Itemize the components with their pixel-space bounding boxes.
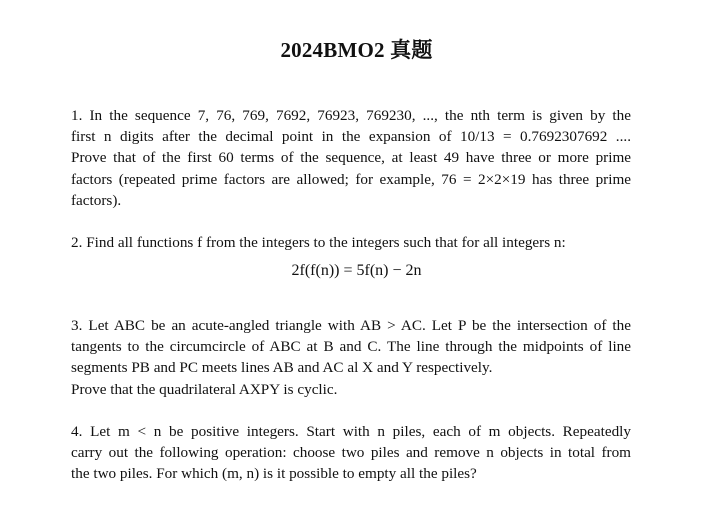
problem-4 [71,421,631,485]
problem-1-line-3: Prove that of the first 60 terms of the sequence, at least 49 have three or more prime [71,149,631,167]
problem-4-line-2: carry out the following operation: choose two piles and remove n objects in total from [71,444,631,462]
problem-1-line-1: 1. In the sequence 7, 76, 769, 7692, 76923, 769230, ..., the nth term is given by the [71,107,631,124]
problem-3 [71,315,631,400]
problem-2-line-1: 2. Find all functions f from the integers to the integers such that for all integers n: [71,234,566,251]
problem-1 [71,105,631,211]
problem-4-line-3: the two piles. For which (m, n) is it possible to empty all the piles? [71,465,477,483]
document-title [0,34,713,64]
problem-3-line-3: segments PB and PC meets lines AB and AC al X and Y respectively. [71,359,493,377]
problem-4-line-1: 4. Let m < n be positive integers. Start with n piles, each of m objects. Repeatedly [71,423,631,440]
problem-3-line-4: Prove that the quadrilateral AXPY is cyclic. [71,380,338,398]
problem-3-line-1: 3. Let ABC be an acute-angled triangle with AB > AC. Let P be the intersection of the [71,317,631,334]
problem-2-formula: 2f(f(n)) = 5f(n) − 2n [291,262,422,279]
problem-1-line-5: factors). [71,191,122,209]
problem-1-line-4: factors (repeated prime factors are allowed; for example, 76 = 2×2×19 has three prime [71,170,631,188]
problem-2 [71,232,631,253]
title-cjk: 真题 [390,38,433,62]
problem-1-line-2: first n digits after the decimal point in the expansion of 10/13 = 0.7692307692 .... [71,128,631,146]
title-latin: 2024BMO2 [280,38,385,62]
problem-3-line-2: tangents to the circumcircle of ABC at B and C. The line through the midpoints of line [71,338,631,356]
